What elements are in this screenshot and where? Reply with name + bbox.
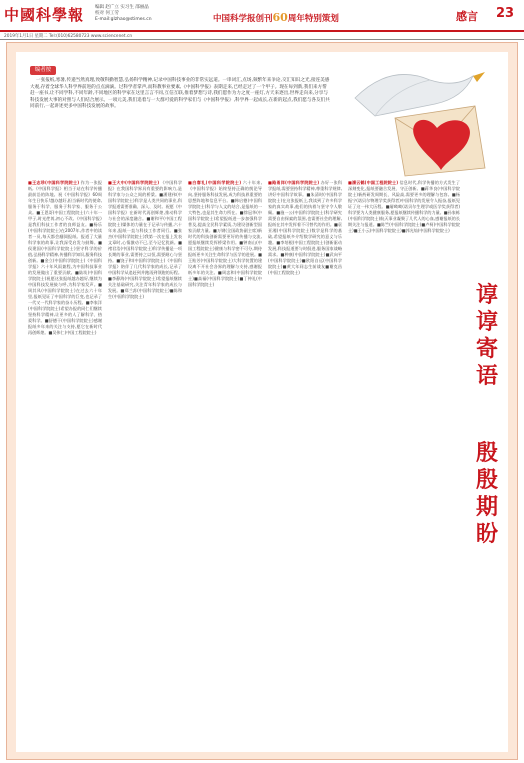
date-line: 2019年1月1日 星期二 Tel:(010)62580723 www.sciencenet.cn <box>4 34 133 39</box>
column-lead: ■王大中(中国科学院院士) <box>108 180 160 185</box>
text-column <box>268 180 342 748</box>
column-text: 信息时代,科学传播的方式发生了深刻变化,报纸要融合发展、守正创新。■蒋华良(中国科学院院士)新药研发周期长、风险高,需要更多的理解与包容。■杨振宁(诺贝尔物理学奖获得者)中国科学的发展令人振奋,报纸见证了这一伟大历程。■屠呦呦(诺贝尔生理学或医学奖获得者)科学要为人类健康服务,愿报纸继续传播科学的力量。■孙家栋(中国科学院院士)航天事业凝聚了几代人的心血,感谢报纸的长期关注与报道。■陈竺(中国科学院院士)■卢柯(中国科学院院士)■王小云(中国科学院院士)■郭光灿(中国科学院院士) <box>348 180 460 233</box>
editors-note-text: 一张报纸,寒暑,传递当然真理,致敬科勤智慧,弘扬科学精神,记录中国科技事业的非常实远道。一串词汇,点场,频繁年来争论,交汇知识之光,接连美感大观,存着全球华人科学界前进的点点滴滴。过科学者掌声,而科教事业要素,《中国科学报》表期走来,已经走过了一个甲子。现在每到新,我们来方帮赶一座书,让不同学科,不同年龄,不同地区的科学家在这里言言不同,互信互联,推着梦想与诗,我们愿作为力之度一座灯,方天来逐出,世界走向来,分享与科技发展大事的对照与人们结合展示。一项元美,我们追着与一大群可爱的科学家们与《中国科学报》,科学界一起成长,在新的起点,我们愿与各友们共同前行,一起讲述更多中国科技发展的故事。 <box>30 78 330 110</box>
banner-text-left: 中国科学报创刊 <box>213 14 273 24</box>
column-lead: ■路甬祥(中国科学院院士) <box>268 180 320 185</box>
column-text: 六十年来,《中国科学报》始终坚持正确的舆论导向,坚持服务科技发展,成为科技界重要的思想阵地和信息平台。■韩启德(中国科学院院士)科学与人文的结合,是报纸的一大特色,也是其生命力所在。■徐冠华(中国科学院院士)希望报纸进一步加强科学普及,提高全民科学素质,为建设创新型国家贡献力量。■万钢(全国政协副主席)新时代的科技创新需要更好的传播与交流,愿报纸继续发挥桥梁作用。■钟南山(中国工程院院士)健康与科学密不可分,期待报纸更多关注生命科学与医学的进展。■王贻芳(中国科学院院士)大科学装置的建设离不开社会各界的理解与支持,感谢报纸多年的关注。■周忠和(中国科学院院士)■高福(中国科学院院士)■丁仲礼(中国科学院院士) <box>188 180 262 287</box>
column-text: 作为一张报纸,《中国科学报》相当于站在科学传播最前沿的阵地。祝《中国科学报》60周年生日快乐!越办越好,担当新时代的使命,服务于科学、服务于科学家、服务于公众。■王恩哥(中国工程院院士)六十年一甲子,时光荏苒,初心不改。《中国科学报》是我们科技工作者的良师益友。■杨乐(中国科学院院士)在2007年,作者中的读者一员,每天都会翻阅报纸。报道了大量科学家的故事,让我深受启发与鼓舞。■侯建国(中国科学院院士)坚守科学的价值,弘扬科学精神,传播科学知识,服务科技创新。■金立(中国科学院院士)《中国科学报》六十年风雨兼程,为中国科技事业的发展做出了重要贡献。■陆埮(中国科学院院士)祝愿这张报纸越办越好,继续为中国科技发展鼓与呼,为科学家发声。■周其凤(中国科学院院士)在过去六十年里,报纸见证了中国科学的巨变,也记录了一代又一代科学家的奋斗历程。■李家洋(中国科学院院士)希望办报的同仁们继续坚持科学精神,让更多的人了解科学、热爱科学。■舒德干(中国科学院院士)感谢报纸多年来的关注与支持,愿它在新时代再创辉煌。■吴伟仁(中国工程院院士) <box>28 180 102 335</box>
vertical-title-line1: 谆谆寄语 <box>475 282 498 389</box>
editors-note <box>30 66 330 148</box>
masthead <box>0 0 524 30</box>
column-text: 办好一张科学报纸,需要坚持科学精神,尊重科学规律,讲好中国科学故事。■朱清时(中国科学院院士)在这张报纸上,我读到了许多科学家的真实故事,他们的执着与坚守令人敬佩。■施一公(中国科学院院士)科学研究需要自由探索的氛围,也需要社会的理解,报纸在其中发挥着不可替代的作用。■袁亚湘(中国科学院院士)数学是科学的基础,希望报纸多介绍数学研究的意义与乐趣。■李培根(中国工程院院士)创新驱动发展,科技报道要与时俱进,服务国家战略需求。■种康(中国科学院院士)■武向平(中国科学院院士)■欧阳自远(中国科学院院士)■黄大年同志生前战友■谢克昌(中国工程院院士) <box>268 180 342 275</box>
text-column <box>348 180 460 748</box>
banner-number: 60 <box>272 11 288 24</box>
editor-line: 校对 何工劳 <box>95 11 119 16</box>
header-divider <box>0 30 524 32</box>
column-lead: ■潘云鹤(中国工程院院士) <box>348 180 399 185</box>
banner-text-right: 周年特别策划 <box>287 14 339 24</box>
editors-note-badge: 编者按 <box>30 66 56 75</box>
column-lead: ■白春礼(中国科学院院士) <box>188 180 242 185</box>
column-lead: ■王志珍(中国科学院院士) <box>28 180 80 185</box>
section-name: 感言 <box>456 10 478 23</box>
dove-heart-illustration <box>335 58 503 178</box>
meta-divider <box>0 39 524 40</box>
newspaper-logo: 中國科學報 <box>4 6 85 24</box>
page-number: 23 <box>496 6 515 21</box>
editor-line: 编辑 赵广立 实习生 邵丽晶 <box>95 5 149 10</box>
anniversary-banner <box>213 11 339 24</box>
column-text: 《中国科学报》在我国科学界具有重要的影响力,是科学家与公众之间的桥梁。■潘建伟(中国科学院院士)科学是人类共同的事业,科学报道需要准确、深入、及时。祝愿《中国科学报》在新时代再创辉煌,推动科学与社会的深度融合。■谢和平(中国工程院院士)媒体的力量在于记录与传播,六十年来,报纸一直与科技工作者同行。■张杰(中国科学院院士)我第一次在报上发表文章时,心情激动不已,至今记忆犹新。■褚君浩(中国科学院院士)科学传播是一项长期的事业,需要持之以恒,需要耐心与坚持。■饶子和(中国科学院院士)《中国科学报》陪伴了几代科学家的成长,记录了中国科学从追赶到并跑再到领跑的历程。■李静海(中国科学院院士)希望报纸继续关注基础研究,关注青年科学家的成长与发展。■郑兰荪(中国科学院院士)■陈和生(中国科学院院士) <box>108 180 182 299</box>
text-column <box>188 180 262 748</box>
editor-email: E-mail:glzhao@stimes.cn <box>95 17 152 22</box>
vertical-title-line2: 殷殷期盼 <box>475 440 498 547</box>
text-column <box>28 180 102 748</box>
text-column <box>108 180 182 748</box>
editor-info <box>95 5 152 23</box>
